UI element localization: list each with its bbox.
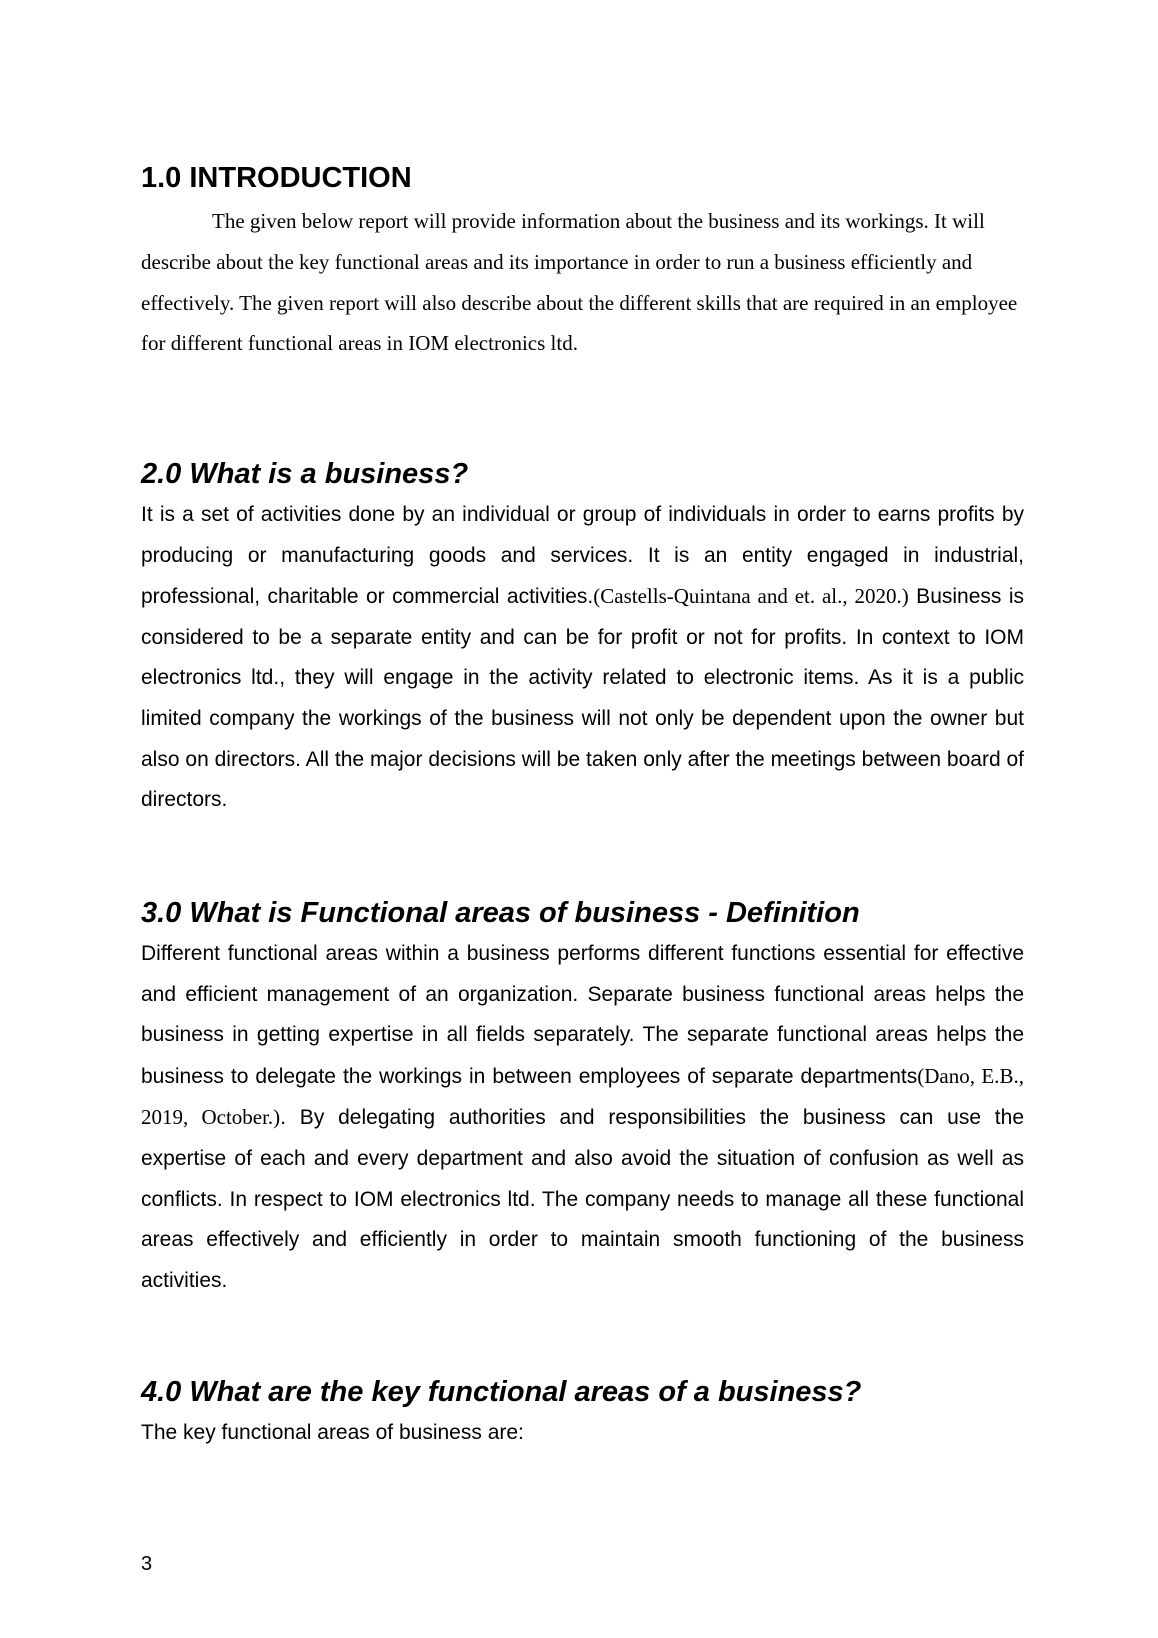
introduction-paragraph: The given below report will provide information about the business and its workings. It will describe about the key functional areas and its importance in order to run a business efficiently and effectively. The given report will also describe about the different skills that are required in an employee for different functional areas in IOM electronics ltd. bbox=[141, 209, 1018, 356]
paragraph-text: It is a set of activities done by an individual or group of individuals in order to earns profits by producing or manufacturing goods and services. It is an entity engaged in industrial, professional, charitable or commercial activities. bbox=[141, 503, 1024, 609]
functional-areas-definition-paragraph bbox=[141, 934, 1024, 1301]
section-what-is-business bbox=[141, 456, 1024, 821]
paragraph-text: . By delegating authorities and responsibilities the business can use the expertise of each and every department and also avoid the situation of confusion as well as conflicts. In respect to IOM electronics ltd. The company needs to manage all these functional areas effectively and efficiently in order to maintain smooth functioning of the business activities. bbox=[141, 1106, 1024, 1292]
section-key-functional-areas bbox=[141, 1374, 1024, 1454]
citation: (Castells-Quintana and et. al., 2020.) bbox=[593, 584, 909, 609]
citation: (Dano, E.B., 2019, October.) bbox=[141, 1063, 1024, 1130]
section-functional-areas-definition bbox=[141, 895, 1024, 1301]
what-is-business-paragraph bbox=[141, 495, 1024, 821]
section-title-functional-areas-definition: 3.0 What is Functional areas of business - Definition bbox=[141, 897, 860, 929]
section-title-introduction: 1.0 INTRODUCTION bbox=[141, 162, 412, 194]
section-title-key-functional-areas: 4.0 What are the key functional areas of a business? bbox=[141, 1376, 862, 1408]
section-title-what-is-business: 2.0 What is a business? bbox=[141, 458, 469, 490]
key-functional-areas-paragraph: The key functional areas of business are: bbox=[141, 1421, 524, 1444]
paragraph-text: Business is considered to be a separate entity and can be for profit or not for profits. In context to IOM electronics ltd., they will engage in the activity related to electronic items. As it is a public limited company the workings of the business will not only be dependent upon the owner but also on directors. All the major decisions will be taken only after the meetings between board of directors. bbox=[141, 585, 1024, 812]
paragraph-text: Different functional areas within a business performs different functions essential for effective and efficient management of an organization. Separate business functional areas helps the business in getting expertise in all fields separately. The separate functional areas helps the business to delegate the workings in between employees of separate departments bbox=[141, 942, 1024, 1088]
page-number: 3 bbox=[141, 1553, 153, 1575]
section-introduction bbox=[141, 160, 1024, 364]
